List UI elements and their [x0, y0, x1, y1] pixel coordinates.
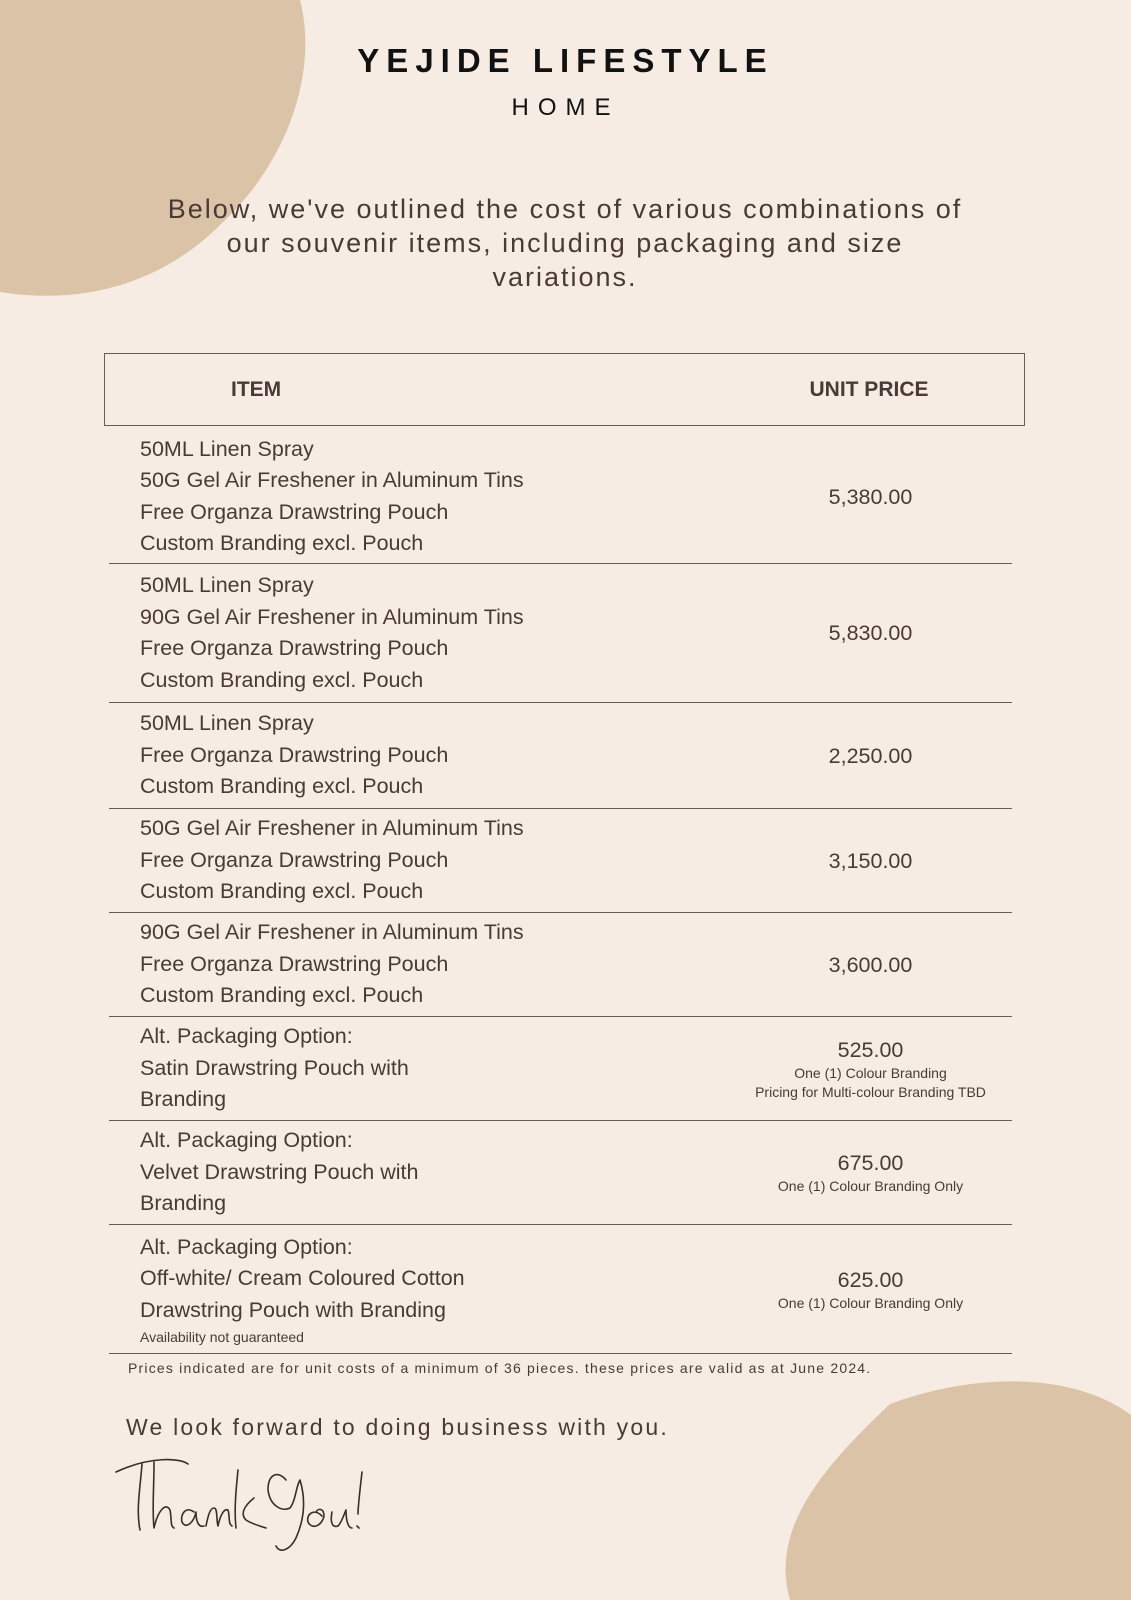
- unit-price-column-header: UNIT PRICE: [809, 378, 929, 401]
- unit-price-cell: [729, 742, 1012, 770]
- item-line: 50ML Linen Spray: [140, 573, 314, 597]
- item-line: Alt. Packaging Option:: [140, 1234, 353, 1259]
- table-row: [109, 1121, 1012, 1225]
- item-description: [109, 708, 729, 803]
- item-line: Branding: [140, 1087, 227, 1112]
- table-row: [109, 564, 1012, 703]
- unit-price: 5,830.00: [828, 621, 913, 645]
- item-description: [109, 570, 729, 696]
- item-line: Custom Branding excl. Pouch: [140, 667, 424, 692]
- item-note: Availability not guaranteed: [140, 1329, 304, 1346]
- item-line: Free Organza Drawstring Pouch: [140, 636, 449, 660]
- unit-price-cell: [729, 619, 1012, 647]
- item-line: Custom Branding excl. Pouch: [140, 983, 424, 1008]
- table-row: [109, 703, 1012, 809]
- table-row: [109, 1017, 1012, 1121]
- item-column-header: ITEM: [231, 378, 282, 401]
- unit-price: 5,380.00: [828, 484, 913, 509]
- item-description: [109, 1125, 729, 1220]
- price-note: One (1) Colour Branding: [794, 1064, 947, 1081]
- item-line: Free Organza Drawstring Pouch: [140, 742, 449, 767]
- unit-price-cell: [729, 847, 1012, 875]
- item-description: [109, 813, 729, 908]
- item-line: Drawstring Pouch with Branding: [140, 1297, 446, 1322]
- table-header: [104, 353, 1025, 426]
- price-note: Pricing for Multi-colour Branding TBD: [755, 1083, 986, 1100]
- unit-price: 675.00: [837, 1151, 904, 1175]
- brand-subtitle: HOME: [511, 94, 620, 121]
- thank-you-signature: [110, 1450, 370, 1560]
- unit-price: 525.00: [837, 1037, 904, 1062]
- item-line: 50G Gel Air Freshener in Aluminum Tins: [140, 468, 524, 492]
- closing-message: We look forward to doing business with you.: [126, 1414, 669, 1440]
- item-line: Free Organza Drawstring Pouch: [140, 847, 449, 872]
- unit-price-cell: [729, 1149, 1012, 1196]
- intro-text: Below, we've outlined the cost of various combinations of our souvenir items, including packaging and size variations.: [167, 194, 963, 292]
- item-line: Custom Branding excl. Pouch: [140, 879, 424, 904]
- item-description: [109, 434, 729, 560]
- item-line: Free Organza Drawstring Pouch: [140, 951, 449, 976]
- item-line: 90G Gel Air Freshener in Aluminum Tins: [140, 920, 524, 945]
- item-line: Custom Branding excl. Pouch: [140, 774, 424, 799]
- price-note: One (1) Colour Branding Only: [777, 1178, 964, 1194]
- decorative-blob-bottom-right: [780, 1380, 1131, 1600]
- item-line: Custom Branding excl. Pouch: [140, 531, 424, 555]
- table-row: [109, 913, 1012, 1017]
- unit-price: 2,250.00: [828, 743, 913, 768]
- item-line: Satin Drawstring Pouch with: [140, 1055, 409, 1080]
- unit-price-cell: [729, 951, 1012, 979]
- unit-price: 3,600.00: [828, 952, 913, 977]
- unit-price-cell: [729, 483, 1012, 511]
- item-line: Alt. Packaging Option:: [140, 1024, 353, 1049]
- table-row: [109, 809, 1012, 913]
- unit-price: 625.00: [837, 1267, 904, 1292]
- item-line: 50ML Linen Spray: [140, 436, 314, 461]
- unit-price-cell: [729, 1266, 1012, 1313]
- unit-price-cell: [729, 1036, 1012, 1102]
- item-line: 50ML Linen Spray: [140, 711, 314, 736]
- item-line: Off-white/ Cream Coloured Cotton: [140, 1266, 465, 1291]
- item-description: [109, 917, 729, 1012]
- item-description: [109, 1232, 729, 1347]
- item-line: Branding: [140, 1191, 227, 1216]
- pricing-footnote: Prices indicated are for unit costs of a minimum of 36 pieces. these prices are valid as at June 2024.: [128, 1360, 872, 1376]
- price-table: [109, 430, 1012, 1354]
- unit-price: 3,150.00: [828, 848, 913, 873]
- brand-name: YEJIDE LIFESTYLE: [357, 42, 774, 79]
- item-description: [109, 1021, 729, 1116]
- item-line: 90G Gel Air Freshener in Aluminum Tins: [140, 604, 524, 629]
- item-line: Velvet Drawstring Pouch with: [140, 1159, 419, 1184]
- item-line: Alt. Packaging Option:: [140, 1128, 353, 1153]
- item-line: Free Organza Drawstring Pouch: [140, 499, 449, 524]
- table-row: [109, 1225, 1012, 1354]
- table-row: [109, 430, 1012, 564]
- item-line: 50G Gel Air Freshener in Aluminum Tins: [140, 816, 524, 841]
- price-note: One (1) Colour Branding Only: [777, 1294, 964, 1311]
